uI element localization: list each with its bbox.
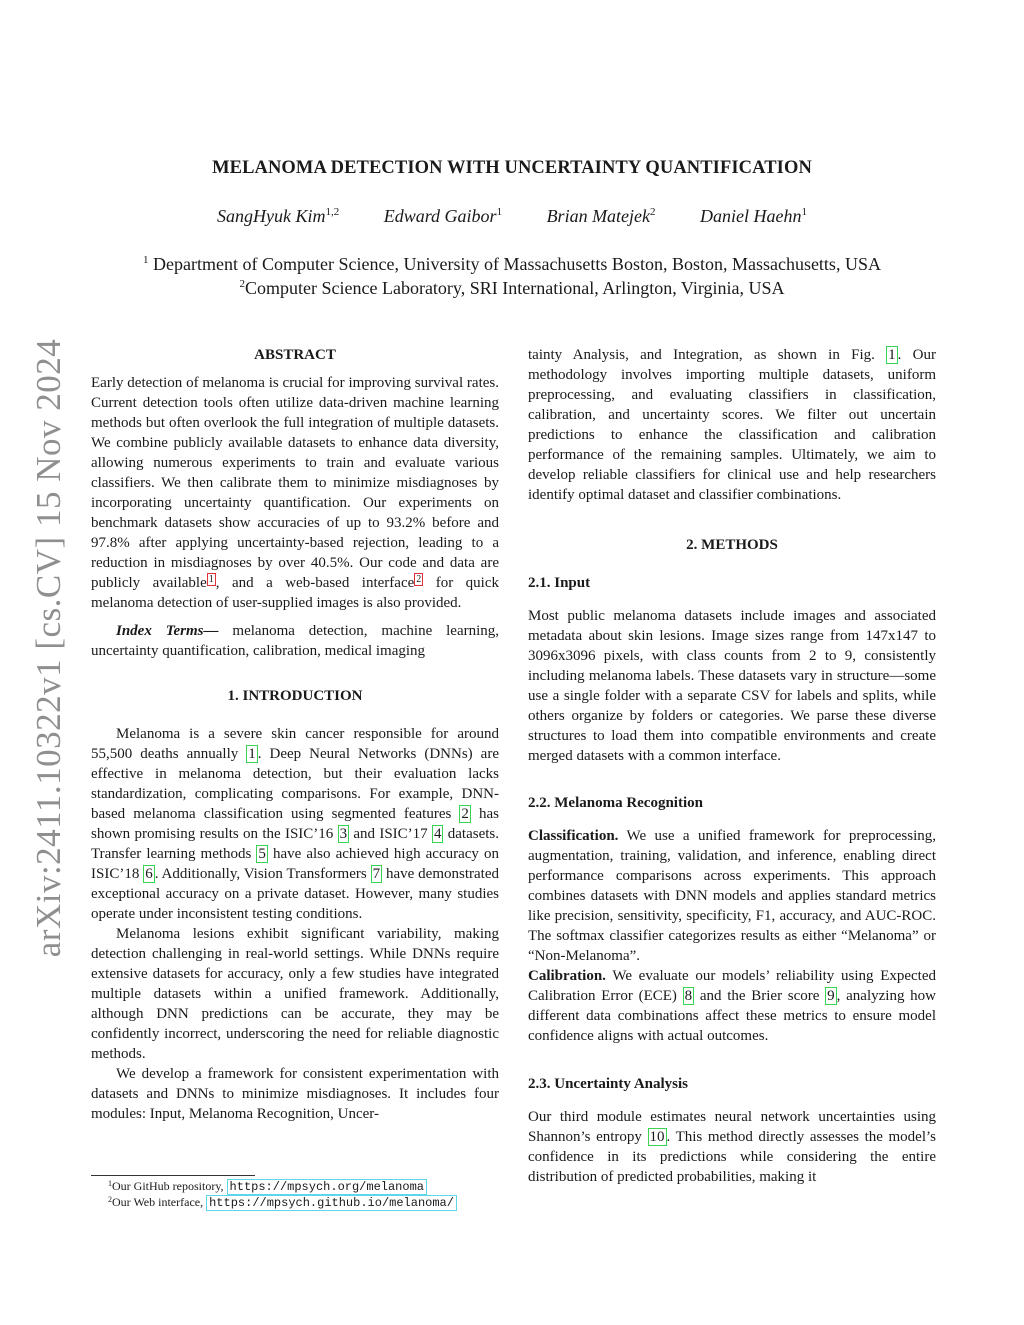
arxiv-identifier-stamp: [28, 338, 70, 958]
index-terms: Index Terms— melanoma detection, machine learning, uncertainty quantification, calibration, medical imaging: [91, 623, 500, 659]
citation-link[interactable]: 10: [649, 1129, 665, 1145]
text-run: . Deep Neural Networks (DNNs) are effective in melanoma detection, but their evaluation lacks standardization, complicating comparisons. For example, DNN-based melanoma classification using segmented features: [91, 746, 499, 822]
intro-paragraph-continued: [528, 345, 936, 505]
footnote: $^1$Our GitHub repository, https://mpsych.org/melanoma: [108, 1179, 427, 1194]
text-run: has shown promising results on the ISIC’16: [91, 806, 500, 842]
author-list: [0, 206, 1024, 227]
citation-link[interactable]: 8: [684, 988, 693, 1004]
web-interface-link[interactable]: https://mpsych.github.io/melanoma/: [206, 1195, 457, 1211]
footnote: $^2$Our Web interface, https://mpsych.github.io/melanoma/: [108, 1195, 457, 1210]
left-column: [91, 345, 499, 1124]
right-column: [528, 345, 936, 1187]
text-run: have demonstrated exceptional accuracy on a private dataset. However, many studies operate under inconsistent testing conditions.: [91, 866, 499, 922]
citation-link[interactable]: 7: [372, 866, 381, 882]
calibration-paragraph: Calibration. We evaluate our models’ reliability using Expected Calibration Error (ECE) 8 and the Brier score 9 , analyzing how different data combinations affect these metrics to ensure model confidence aligns with actual outcomes.: [528, 968, 936, 1044]
author: Daniel Haehn$^1$: [700, 206, 808, 226]
classification-paragraph: Classification. We use a unified framework for preprocessing, augmentation, training, validation, and inference, enabling direct performance comparisons across experiments. This approach combines datasets with DNN models and applies standard metrics like precision, sensitivity, specificity, F1, accuracy, and AUC-ROC. The softmax classifier categorizes results as either “Melanoma” or “Non-Melanoma”.: [528, 828, 936, 964]
citation-link[interactable]: 4: [433, 826, 442, 842]
text-run: tainty Analysis, and Integration, as shown in Fig.: [528, 347, 887, 363]
github-link[interactable]: https://mpsych.org/melanoma: [227, 1179, 427, 1195]
text-run: . Our methodology involves importing multiple datasets, uniform preprocessing, and evaluating classifiers in classification, calibration, and uncertainty scores. We filter out uncertain predictions to enhance the classification and calibration performance of the remaining samples. Ultimately, we aim to develop reliable classifiers for clinical use and help researchers identify optimal dataset and classifier combinations.: [528, 347, 936, 503]
text-run: . This method directly assesses the model’s confidence in its predictions while considering the entire distribution of predicted probabilities, making it: [528, 1129, 937, 1185]
author: Edward Gaibor$^1$: [383, 206, 503, 226]
footnote-link[interactable]: 1: [208, 574, 214, 585]
arxiv-identifier-text: arXiv:2411.10322v1 [cs.CV] 15 Nov 2024: [29, 338, 69, 958]
citation-link[interactable]: 1: [248, 746, 256, 762]
intro-paragraph: We develop a framework for consistent experimentation with datasets and DNNs to minimize misdiagnoses. It includes four modules: Input, Melanoma Recognition, Uncer-: [91, 1066, 499, 1122]
input-subheading: 2.1. Input: [528, 575, 591, 591]
recognition-subheading: 2.2. Melanoma Recognition: [528, 795, 703, 811]
footnote-rule: [91, 1175, 255, 1176]
methods-heading: 2. METHODS: [686, 537, 778, 553]
intro-paragraph: [91, 724, 499, 924]
citation-link[interactable]: 3: [339, 826, 348, 842]
citation-link[interactable]: 2: [461, 806, 469, 822]
text-run: Our third module estimates neural network uncertainties using Shannon’s entropy: [528, 1109, 936, 1145]
text-run: and the Brier score: [694, 988, 826, 1004]
abstract-text: Early detection of melanoma is crucial for improving survival rates. Current detection tools often utilize data-driven machine learning methods but often overlook the full integration of multiple datasets. We combine publicly available datasets to enhance data diversity, allowing numerous experiments to train and evaluate various classifiers. We then calibrate them to minimize misdiagnoses by incorporating uncertainty quantification. Our experiments on benchmark datasets show accuracies of up to 93.2% before and 97.8% after applying uncertainty-based rejection, leading to a reduction in misdiagnoses by over 40.5%. Our code and data are publicly available $^1$ , and a web-based interface $^2$ for quick melanoma detection of user-supplied images is also provided.: [91, 375, 499, 611]
introduction-heading: 1. INTRODUCTION: [227, 688, 363, 704]
text-run: , analyzing how different data combinations affect these metrics to ensure model confidence aligns with actual outcomes.: [528, 988, 936, 1044]
abstract-heading: ABSTRACT: [254, 347, 336, 363]
input-paragraph: Most public melanoma datasets include images and associated metadata about skin lesions. Image sizes range from 147x147 to 3096x3096 pixels, with class counts from 2 to 9, consistently including melanoma labels. These datasets vary in structure—some use a single folder with a separate CSV for labels and splits, while others organize by folders or categories. We parse these diverse structures to load them into compatible environments and create merged datasets with a common interface.: [528, 608, 936, 764]
text-run: have also achieved high accuracy on ISIC’18: [91, 846, 499, 882]
text-run: We evaluate our models’ reliability using Expected Calibration Error (ECE): [528, 968, 936, 1004]
uncertainty-subheading: 2.3. Uncertainty Analysis: [528, 1076, 689, 1092]
footnote-link[interactable]: 2: [416, 574, 422, 585]
paper-title: MELANOMA DETECTION WITH UNCERTAINTY QUANTIFICATION: [212, 158, 812, 178]
citation-link[interactable]: 1: [888, 347, 896, 363]
affiliation: $^1$ Department of Computer Science, University of Massachusetts Boston, Boston, Massachusetts, USA: [143, 254, 881, 274]
text-run: datasets. Transfer learning methods: [91, 826, 499, 862]
citation-link[interactable]: 5: [258, 846, 266, 862]
text-run: and ISIC’17: [349, 826, 432, 842]
citation-link[interactable]: 9: [827, 988, 835, 1004]
author: Brian Matejek$^2$: [546, 206, 656, 226]
text-run: Melanoma is a severe skin cancer responsible for around 55,500 deaths annually: [91, 726, 499, 762]
text-run: . Additionally, Vision Transformers: [154, 866, 371, 882]
affiliation: $^2$Computer Science Laboratory, SRI International, Arlington, Virginia, USA: [239, 278, 785, 298]
uncertainty-paragraph: [528, 1107, 936, 1187]
citation-link[interactable]: 6: [145, 866, 153, 882]
author: SangHyuk Kim$^{1,2}$: [216, 206, 340, 226]
intro-paragraph: Melanoma lesions exhibit significant variability, making detection challenging in real-world settings. While DNNs require extensive datasets for accuracy, only a few studies have integrated multiple datasets within a unified framework. Additionally, although DNN predictions can be accurate, they may be confidently incorrect, underscoring the need for reliable diagnostic methods.: [91, 926, 499, 1062]
